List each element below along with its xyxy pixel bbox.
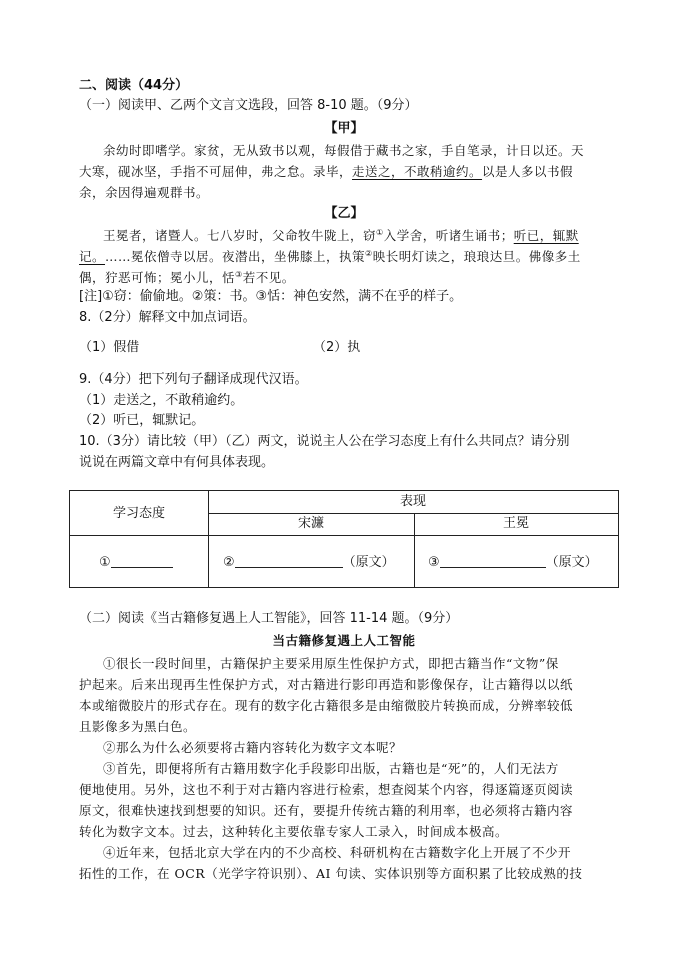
table-header-performance: 表现 xyxy=(399,494,426,509)
jia-line-1: 余幼时即嗜学。家贫，无从致书以观，每假借于藏书之家，手自笔录，计日以还。天 xyxy=(103,143,585,158)
article-title: 当古籍修复遇上人工智能 xyxy=(272,633,416,648)
jia-title: 【甲】 xyxy=(324,121,364,136)
jia-underlined-sentence: 走送之，不敢稍逾约。 xyxy=(352,164,483,179)
note-mark-1: ① xyxy=(376,227,384,237)
part2-heading: （二）阅读《当古籍修复遇上人工智能》，回答 11-14 题。（9分） xyxy=(79,611,459,626)
p1-line-1: ①很长一段时间里，古籍保护主要采用原生性保护方式，即把古籍当作“文物”保 xyxy=(103,656,559,671)
q10-line-1: 10.（3分）请比较（甲）（乙）两文，说说主人公在学习态度上有什么共同点？请分别 xyxy=(79,434,570,449)
answer-blank-3[interactable]: ③ （原文） xyxy=(428,555,598,570)
yi-underlined-sentence-a: 听已，辄默 xyxy=(513,228,579,243)
note-mark-2: ② xyxy=(365,248,373,258)
annotation-note: [注]①窃：偷偷地。②策：书。③恬：神色安然，满不在乎的样子。 xyxy=(79,289,463,304)
table-header-attitude: 学习态度 xyxy=(112,506,165,521)
p2-line-1: ②那么为什么必须要将古籍内容转化为数字文本呢？ xyxy=(103,740,403,755)
jia-line-3: 余，余因得遍观群书。 xyxy=(79,185,210,200)
q9-item-1: （1）走送之，不敢稍逾约。 xyxy=(79,393,244,408)
table-divider-h2 xyxy=(70,535,618,536)
q8-item-2: （2）执 xyxy=(313,340,361,355)
yi-title: 【乙】 xyxy=(324,206,364,221)
table-divider-h1 xyxy=(208,513,618,514)
p1-line-2: 护起来。后来出现再生性保护方式，对古籍进行影印再造和影像保存，让古籍得以以纸 xyxy=(79,677,574,692)
q8-item-1: （1）假借 xyxy=(79,340,140,355)
table-subheader-song: 宋濂 xyxy=(297,516,324,531)
section-title: 二、阅读（44分） xyxy=(79,78,189,93)
q8-stem: 8.（2分）解释文中加点词语。 xyxy=(79,310,256,325)
p3-line-2: 便地使用。另外，这也不利于对古籍内容进行检索，想查阅某个内容，得逐篇逐页阅读 xyxy=(79,782,574,797)
p1-line-4: 且影像多为黑白色。 xyxy=(79,719,197,734)
answer-blank-2[interactable]: ② （原文） xyxy=(223,555,395,570)
jia-line-2: 大寒，砚冰坚，手指不可屈伸，弗之怠。录毕，走送之，不敢稍逾约。以是人多以书假 xyxy=(79,164,574,179)
p4-line-1: ④近年来，包括北京大学在内的不少高校、科研机构在古籍数字化上开展了不少开 xyxy=(103,845,572,860)
note-mark-3: ③ xyxy=(235,269,243,279)
p3-line-1: ③首先，即便将所有古籍用数字化手段影印出版，古籍也是“死”的，人们无法方 xyxy=(103,761,559,776)
p3-line-3: 原文，很难快速找到想要的知识。还有，要提升传统古籍的利用率，也必须将古籍内容 xyxy=(79,803,574,818)
q9-item-2: （2）听已，辄默记。 xyxy=(79,413,205,428)
q9-stem: 9.（4分）把下列句子翻译成现代汉语。 xyxy=(79,372,308,387)
answer-table xyxy=(69,490,619,588)
table-subheader-wang: 王冕 xyxy=(502,516,529,531)
yi-line-3: 偶，狞恶可怖；冕小儿，恬③若不见。 xyxy=(79,269,295,285)
p3-line-4: 转化为数字文本。过去，这种转化主要依靠专家人工录入，时间成本极高。 xyxy=(79,824,509,839)
p4-line-2: 拓性的工作，在 OCR（光学字符识别）、AI 句读、实体识别等方面积累了比较成熟的技 xyxy=(79,866,583,881)
yi-line-1: 王冕者，诸暨人。七八岁时，父命牧牛陇上，窃①入学舍，听诸生诵书；听已，辄默 xyxy=(103,227,579,243)
q10-line-2: 说说在两篇文章中有何具体表现。 xyxy=(79,455,275,470)
yi-line-2: 记。……冕依僧寺以居。夜潜出，坐佛膝上，执策②映长明灯读之，琅琅达旦。佛像多土 xyxy=(79,248,581,264)
part1-heading: （一）阅读甲、乙两个文言文选段，回答 8-10 题。（9分） xyxy=(79,98,418,113)
p1-line-3: 本或缩微胶片的形式存在。现有的数字化古籍很多是由缩微胶片转换而成，分辨率较低 xyxy=(79,698,574,713)
yi-underlined-sentence-b: 记。 xyxy=(79,249,106,264)
answer-blank-1[interactable]: ① xyxy=(99,553,173,572)
